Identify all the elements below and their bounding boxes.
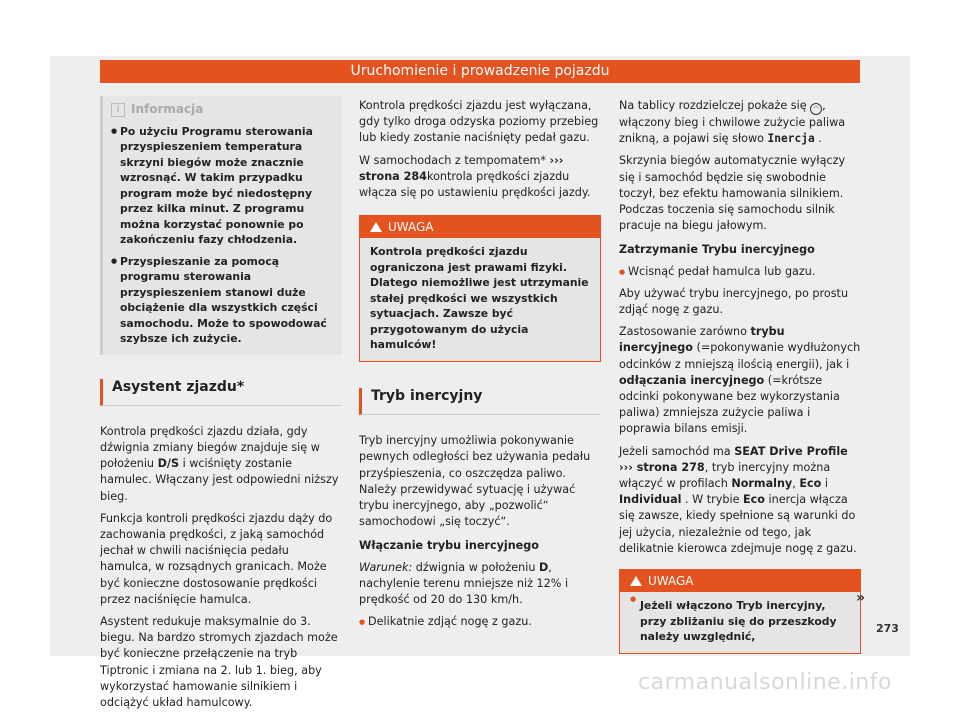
watermark: carmanualsonline.info: [638, 670, 892, 695]
paragraph: Kontrola prędkości zjazdu działa, gdy dźwignia zmiany biegów znajduje się w położeniu D/S i wciśnięty zostanie hamulec. Włączany jest odpowiedni niższy bieg.: [100, 424, 339, 503]
page-number: 273: [876, 622, 899, 635]
bullet-item: ● Delikatnie zdjąć nogę z gazu.: [359, 614, 601, 630]
info-icon: i: [111, 103, 125, 117]
bullet-item: ● Wcisnąć pedał hamulca lub gazu.: [619, 264, 861, 280]
section-title-tryb: Tryb inercyjny: [359, 388, 601, 415]
warning-heading: UWAGA: [620, 570, 860, 592]
eco-mode-icon: ◠: [810, 103, 822, 115]
paragraph: Zastosowanie zarówno trybu inercyjnego (=pokonywanie wydłużonych odcinków z mniejszą ilością energii), jak i odłączania inercyjnego (=krótsze odcinki pokonywane bez wykorzystania paliwa) zmniejsza zużycie paliwa i poprawia bilans emisji.: [619, 325, 861, 436]
page-header: Uruchomienie i prowadzenie pojazdu: [100, 60, 860, 83]
subheading: Włączanie trybu inercyjnego: [359, 539, 539, 553]
continue-arrow: »: [856, 590, 866, 606]
paragraph: Tryb inercyjny umożliwia pokonywanie pewnych odległości bez używania pedału przyśpieszenia, co oszczędza paliwo. Należy przewidywać sytuację i używać trybu inercyjnego, aby „pozwolić“ samochodowi „się toczyć“.: [359, 434, 591, 529]
paragraph: Asystent redukuje maksymalnie do 3. biegu. Na bardzo stromych zjazdach może być konieczne przełączenie na tryb Tiptronic i zmiana na 2. lub 1. bieg, aby wykorzystać hamowanie silnikiem i odciążyć układ hamulcowy.: [100, 614, 338, 709]
paragraph: Funkcja kontroli prędkości zjazdu dąży do zachowania prędkości, z jaką samochód jechał w chwili naciśnięcia pedału hamulca, w rozsądnych granicach. Może być konieczne dostosowanie prędkości przez naciśnięcie hamulca.: [100, 511, 333, 606]
paragraph: Na tablicy rozdzielczej pokaże się ◠ , włączony bieg i chwilowe zużycie paliwa znikną, a pojawi się słowo Inercja .: [619, 99, 846, 146]
paragraph: Kontrola prędkości zjazdu jest wyłączana, gdy tylko droga odzyska poziomy przebieg lub kiedy zostanie naciśnięty pedał gazu.: [359, 99, 599, 145]
warning-triangle-icon: [630, 576, 642, 586]
info-item: ● Przyspieszanie za pomocą programu sterowania przyspieszeniem stanowi duże obciążenie dla wszystkich części samochodu. Może to spowodować szybsze ich zużycie.: [111, 254, 334, 347]
paragraph: W samochodach z tempomatem* ››› strona 284kontrola prędkości zjazdu włącza się po ustawieniu prędkości jazdy.: [359, 153, 591, 200]
paragraph: Aby używać trybu inercyjnego, po prostu zdjąć nogę z gazu.: [619, 286, 849, 317]
page-link[interactable]: ››› strona 284: [359, 153, 564, 183]
warning-triangle-icon: [370, 222, 382, 232]
paragraph: Jeżeli samochód ma SEAT Drive Profile ››› strona 278, tryb inercyjny można włączyć w profilach Normalny, Eco i Individual . W trybie Eco inercja włącza się zawsze, kiedy spełnione są warunki do jej użycia, niezależnie od tego, jak delikatnie kierowca zdejmuje nogę z gazu.: [619, 444, 857, 555]
warning-text: ● Jeżeli włączono Tryb inercyjny, przy zbliżaniu się do przeszkody należy uwzględnić,: [630, 592, 860, 653]
section-title-asystent: Asystent zjazdu*: [100, 379, 342, 406]
info-heading: i Informacja: [111, 102, 334, 118]
column-2: [359, 98, 601, 636]
info-item: ● Po użyciu Programu sterowania przyspieszeniem temperatura skrzyni biegów może znacznie wzrosnąć. W takim przypadku program może być niedostępny przez kilka minut. Z programu można korzystać ponownie po zakończeniu fazy chłodzenia.: [111, 124, 334, 248]
warning-box: [359, 215, 601, 362]
column-3: [619, 98, 861, 654]
warning-heading: UWAGA: [360, 216, 600, 238]
column-1: [100, 96, 342, 717]
paragraph: Skrzynia biegów automatycznie wyłączy się i samochód będzie się swobodnie toczył, bez efektu hamowania silnikiem. Podczas toczenia się samochodu silnik pracuje na biegu jałowym.: [619, 154, 846, 233]
info-box: [100, 96, 342, 355]
subheading: Zatrzymanie Trybu inercyjnego: [619, 243, 815, 257]
page-link[interactable]: ››› strona 278: [619, 460, 705, 474]
paragraph: Warunek: dźwignia w położeniu D, nachylenie terenu mniejsze niż 12% i prędkość od 20 do 130 km/h.: [359, 560, 569, 606]
warning-text: Kontrola prędkości zjazdu ograniczona jest prawami fizyki. Dlatego niemożliwe jest utrzymanie stałej prędkości we wszystkich sytuacjach. Zawsze być przygotowanym do użycia hamulców!: [370, 245, 589, 352]
warning-box: [619, 569, 861, 654]
